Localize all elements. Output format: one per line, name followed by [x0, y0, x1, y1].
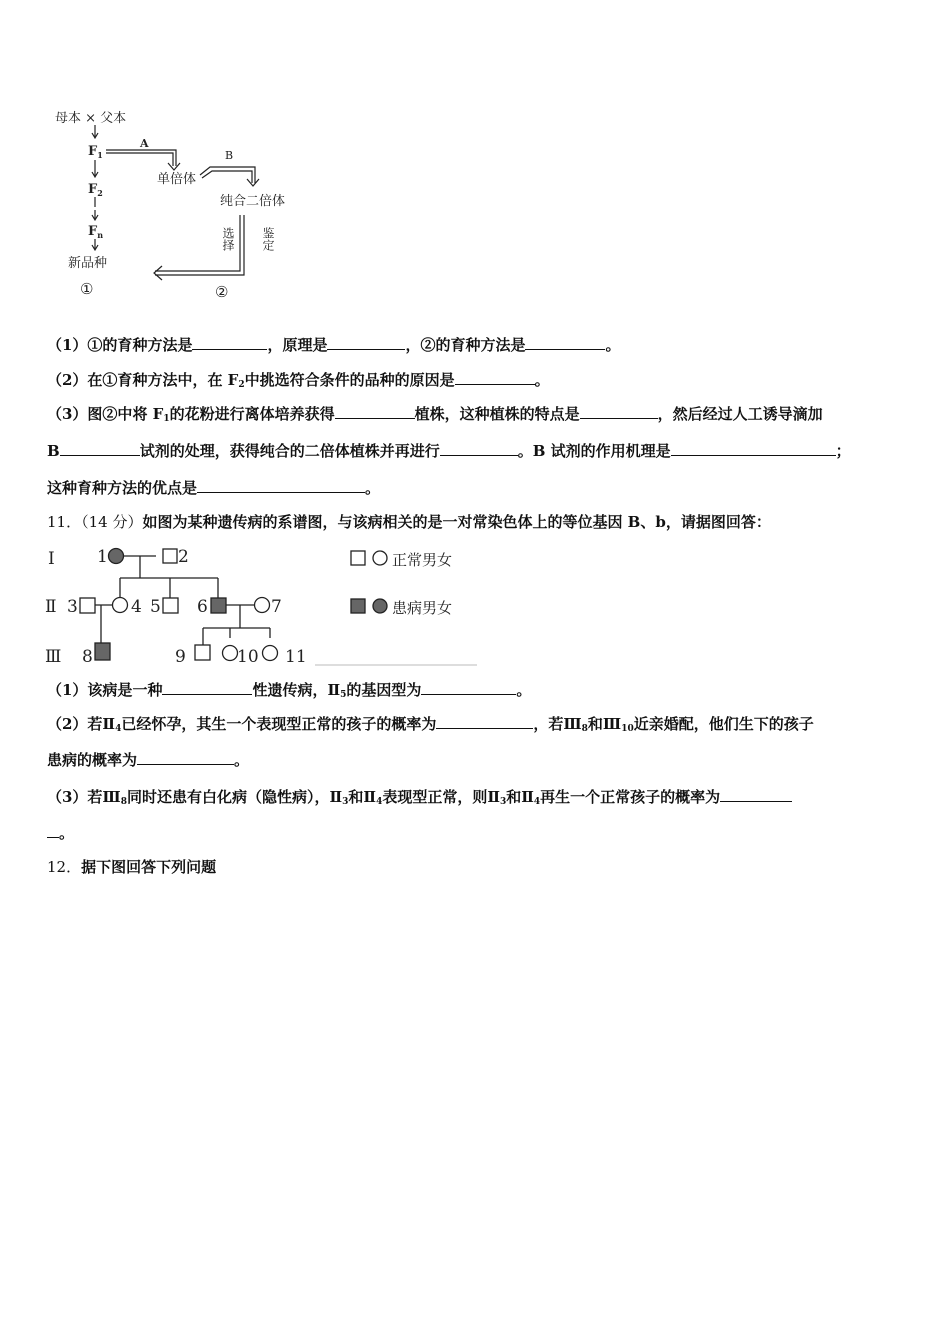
- generation-i: Ⅰ: [48, 549, 55, 569]
- individual-8: [95, 643, 110, 660]
- arrow-b-label: B: [225, 149, 234, 162]
- breeding-diagram: [50, 105, 310, 305]
- svg-text:4: 4: [131, 597, 142, 617]
- pedigree-chart: [0, 535, 490, 670]
- svg-text:1: 1: [97, 547, 108, 567]
- legend-affected: 患病男女: [392, 599, 453, 617]
- method-2-mark: ②: [215, 283, 229, 301]
- q11-part2-cont: 患病的概率为 。: [47, 751, 250, 769]
- q12-header: 12．据下图回答下列问题: [47, 858, 217, 876]
- new-variety-label: 新品种: [68, 256, 108, 271]
- q10-part3-cont: B 试剂的处理，获得纯合的二倍体植株并再进行 。B 试剂的作用机理是 ；: [47, 442, 851, 460]
- individual-1: [109, 549, 124, 564]
- individual-9: [195, 645, 210, 660]
- legend-normal: 正常男女: [392, 551, 453, 569]
- f2-label: $F_2$: [88, 182, 103, 198]
- individual-6: [211, 598, 226, 613]
- q11-part1: （1）该病是一种 性遗传病，$Ⅱ_5$的基因型为 。: [47, 681, 532, 700]
- diploid-label: 纯合二倍体: [220, 194, 286, 209]
- parents-label: 母本 × 父本: [55, 111, 127, 126]
- generation-ii: Ⅱ: [45, 597, 57, 617]
- answer-blank[interactable]: [197, 478, 365, 493]
- q10-part3-end: 这种育种方法的优点是 。: [47, 479, 381, 497]
- individual-10: [223, 646, 238, 661]
- answer-blank[interactable]: [192, 335, 267, 350]
- individual-5: [163, 598, 178, 613]
- q10-part3: （3）图②中将 $F_1$的花粉进行离体培养获得 植株，这种植株的特点是 ，然后经过人工诱导滴加: [47, 405, 823, 424]
- arrow-a-label: A: [140, 137, 149, 150]
- q10-part1: （1）①的育种方法是 ，原理是 ，②的育种方法是 。: [47, 336, 621, 354]
- answer-blank[interactable]: [525, 335, 605, 350]
- answer-blank[interactable]: [47, 823, 59, 838]
- q11-header: 11．（14 分）如图为某种遗传病的系谱图，与该病相关的是一对常染色体上的等位基因 B、b，请据图回答：: [47, 513, 771, 531]
- svg-text:5: 5: [150, 597, 161, 617]
- answer-blank[interactable]: [137, 750, 234, 765]
- generation-iii: Ⅲ: [45, 647, 62, 667]
- svg-text:11: 11: [285, 647, 307, 667]
- fn-label: $F_n$: [88, 224, 104, 240]
- answer-blank[interactable]: [327, 335, 405, 350]
- identify-label: 鉴定: [261, 227, 275, 251]
- q11-part3-end: 。: [47, 823, 74, 843]
- answer-blank[interactable]: [421, 680, 516, 695]
- answer-blank[interactable]: [440, 441, 518, 456]
- answer-blank[interactable]: [455, 370, 535, 385]
- answer-blank[interactable]: [720, 787, 792, 802]
- individual-7: [255, 598, 270, 613]
- q11-part2: （2）若$Ⅱ_4$已经怀孕，其生一个表现型正常的孩子的概率为 ，若$Ⅲ_8$和$Ⅲ_{10}$近亲婚配，他们生下的孩子: [47, 715, 814, 734]
- svg-text:8: 8: [82, 647, 93, 667]
- svg-text:10: 10: [237, 647, 259, 667]
- answer-blank[interactable]: [335, 404, 415, 419]
- svg-text:6: 6: [197, 597, 208, 617]
- answer-blank[interactable]: [162, 680, 252, 695]
- q11-part3: （3）若$Ⅲ_8$同时还患有白化病（隐性病），$Ⅱ_3$和$Ⅱ_4$表现型正常，则$Ⅱ_3$和$Ⅱ_4$再生一个正常孩子的概率为: [47, 787, 792, 812]
- answer-blank[interactable]: [60, 441, 140, 456]
- answer-blank[interactable]: [580, 404, 658, 419]
- individual-2: [163, 549, 177, 563]
- svg-text:3: 3: [67, 597, 78, 617]
- q10-part2: （2）在①育种方法中，在 $F_2$中挑选符合条件的品种的原因是 。: [47, 371, 550, 390]
- individual-4: [113, 598, 128, 613]
- svg-text:2: 2: [178, 547, 189, 567]
- answer-blank[interactable]: [671, 441, 836, 456]
- f1-label: $F_1$: [88, 144, 103, 160]
- individual-3: [80, 598, 95, 613]
- method-1-mark: ①: [80, 280, 94, 298]
- answer-blank[interactable]: [436, 714, 533, 729]
- individual-11: [263, 646, 278, 661]
- select-label: 选择: [221, 227, 235, 251]
- haploid-label: 单倍体: [157, 172, 197, 187]
- svg-text:7: 7: [271, 597, 282, 617]
- svg-text:9: 9: [175, 647, 186, 667]
